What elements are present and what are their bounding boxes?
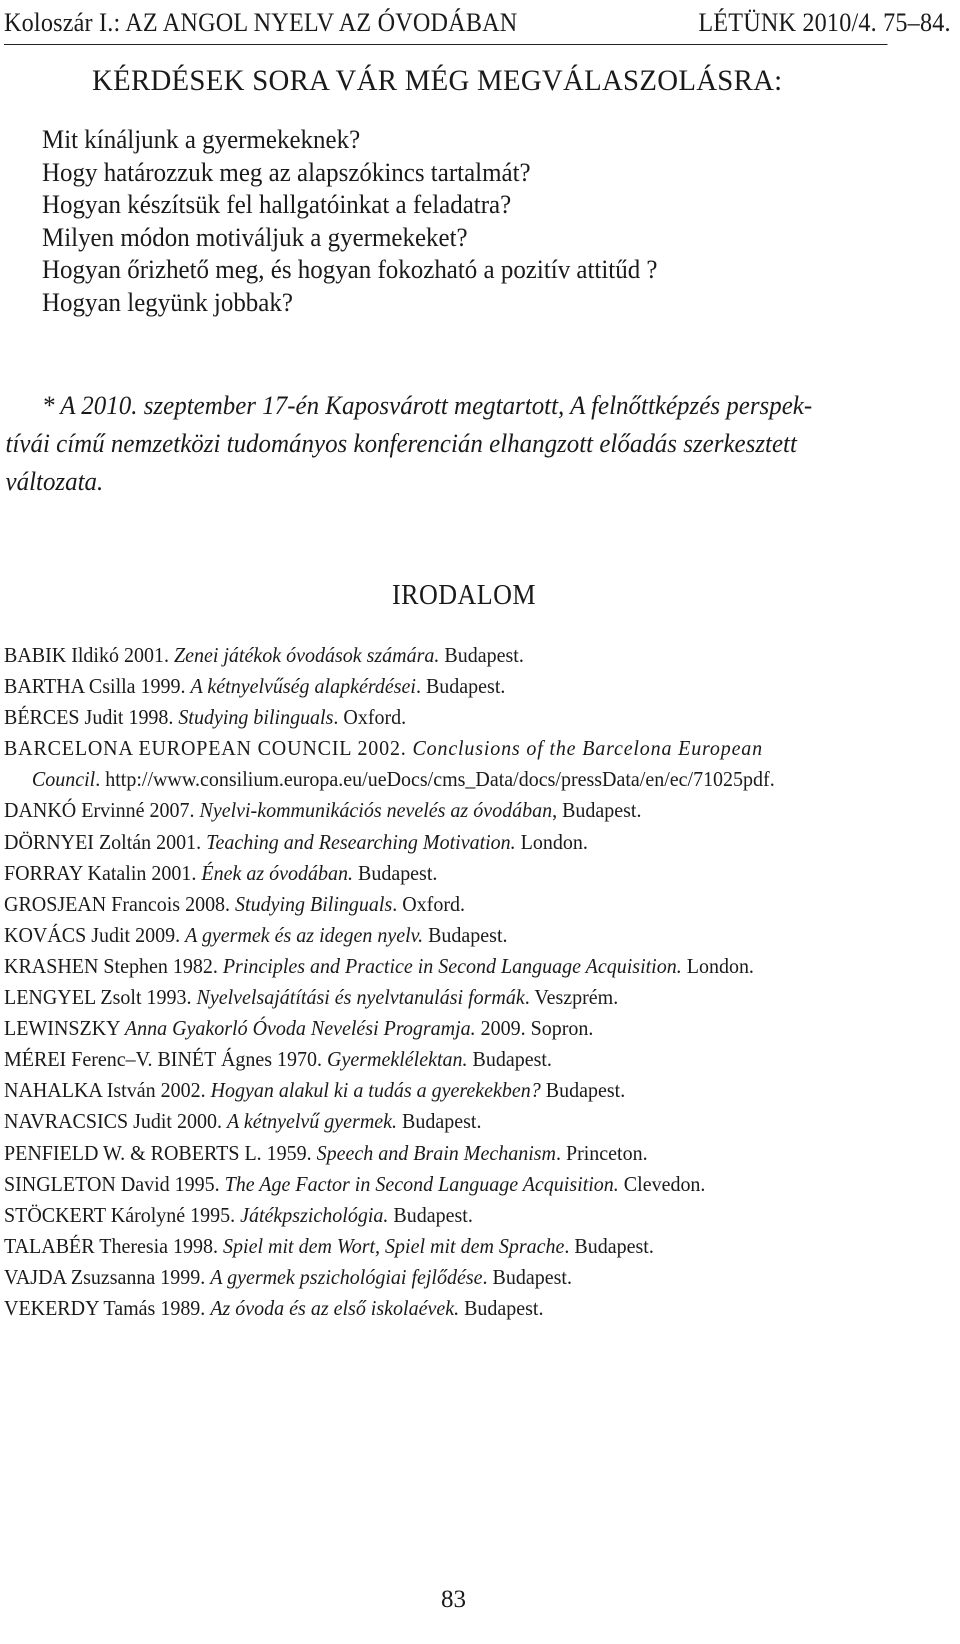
reference-list: [4, 640, 959, 1324]
ref-title: Speech and Brain Mechanism: [316, 1140, 556, 1165]
section-title: KÉRDÉSEK SORA VÁR MÉG MEGVÁLASZOLÁSRA:: [92, 64, 783, 97]
reference-entry: [4, 640, 892, 671]
question-item: Hogyan őrizhető meg, és hogyan fokozható a pozitív attitűd ?: [42, 255, 658, 284]
ref-author: BARCELONA EUROPEAN COUNCIL 2002.: [4, 736, 413, 761]
footnote-line: változata.: [5, 467, 104, 496]
reference-entry: [4, 982, 892, 1013]
ref-author: VAJDA Zsuzsanna 1999.: [4, 1264, 211, 1289]
reference-entry: [4, 920, 892, 951]
footnote-line: tívái című nemzetközi tudományos konferencián elhangzott előadás szerkesztett: [5, 429, 797, 458]
reference-entry: [4, 1044, 892, 1075]
ref-title: Conclusions of the Barcelona European: [412, 736, 763, 761]
question-item: Hogy határozzuk meg az alapszókincs tartalmát?: [42, 157, 531, 187]
ref-title: Az óvoda és az első iskolaévek.: [210, 1295, 460, 1320]
reference-entry: [4, 795, 892, 826]
reference-entry: [4, 671, 892, 702]
footnote: [5, 387, 925, 501]
ref-author: NAHALKA István 2002.: [4, 1078, 211, 1103]
ref-title: A kétnyelvű gyermek.: [226, 1109, 398, 1134]
ref-publisher: London.: [515, 829, 588, 854]
ref-title: Teaching and Researching Motivation.: [206, 829, 516, 854]
ref-title: Gyermeklélektan.: [327, 1047, 468, 1072]
ref-publisher: Budapest.: [459, 1295, 544, 1320]
reference-entry: [4, 1262, 892, 1293]
page-number: 83: [441, 1586, 466, 1613]
ref-author: VEKERDY Tamás 1989.: [4, 1295, 211, 1320]
literature-heading: IRODALOM: [392, 580, 537, 611]
ref-publisher: . Oxford.: [333, 705, 407, 730]
ref-author: KOVÁCS Judit 2009.: [4, 922, 186, 947]
ref-publisher: , Budapest.: [552, 798, 642, 823]
ref-title: Nyelvi-kommunikációs nevelés az óvodában: [199, 798, 553, 823]
reference-entry: [4, 1075, 892, 1106]
question-item: Mit kínáljunk a gyermekeknek?: [42, 125, 361, 154]
ref-title: Hogyan alakul ki a tudás a gyerekekben?: [210, 1078, 541, 1103]
question-item: Hogyan legyünk jobbak?: [42, 287, 293, 317]
question-item: Hogyan készítsük fel hallgatóinkat a feladatra?: [42, 190, 512, 219]
ref-publisher: . Oxford.: [392, 891, 466, 916]
reference-entry: [4, 702, 892, 733]
ref-publisher: . Budapest.: [415, 674, 506, 699]
running-header: [4, 8, 951, 45]
reference-entry-continuation: [4, 764, 892, 795]
ref-author: NAVRACSICS Judit 2000.: [4, 1109, 227, 1134]
ref-author: BARTHA Csilla 1999.: [4, 674, 191, 699]
footnote-line: * A 2010. szeptember 17-én Kaposvárott megtartott, A felnőttképzés perspek-: [42, 391, 813, 420]
ref-author: TALABÉR Theresia 1998.: [4, 1233, 224, 1258]
reference-entry: [4, 1169, 892, 1200]
ref-title: Zenei játékok óvodások számára.: [173, 643, 440, 667]
ref-publisher: London.: [681, 953, 754, 978]
ref-publisher: . Budapest.: [564, 1233, 654, 1258]
ref-title: The Age Factor in Second Language Acquisition.: [224, 1171, 619, 1196]
reference-entry: [4, 1106, 892, 1137]
ref-publisher: . Princeton.: [555, 1140, 648, 1165]
ref-title: A kétnyelvűség alapkérdései: [190, 674, 416, 699]
ref-publisher: Budapest.: [397, 1109, 482, 1134]
ref-title: A gyermek és az idegen nyelv.: [185, 922, 424, 947]
question-list: [42, 124, 942, 319]
ref-author: LENGYEL Zsolt 1993.: [4, 985, 197, 1010]
reference-entry: [4, 951, 892, 982]
reference-entry: [4, 1013, 892, 1044]
ref-author: GROSJEAN Francois 2008.: [4, 891, 236, 916]
ref-title: Anna Gyakorló Óvoda Nevelési Programja.: [124, 1016, 476, 1041]
reference-entry: [4, 733, 892, 764]
ref-publisher: . Budapest.: [482, 1264, 572, 1289]
ref-title: A gyermek pszichológiai fejlődése: [210, 1264, 483, 1289]
ref-author: DÖRNYEI Zoltán 2001.: [4, 829, 207, 854]
ref-author: LEWINSZKY: [4, 1016, 125, 1041]
ref-author: BÉRCES Judit 1998.: [4, 705, 179, 730]
reference-entry: [4, 858, 892, 889]
ref-publisher: Budapest.: [352, 860, 438, 885]
ref-author: DANKÓ Ervinné 2007.: [4, 798, 200, 823]
ref-title: Játékpszichológia.: [240, 1202, 389, 1227]
reference-entry: [4, 1293, 892, 1324]
ref-publisher: Budapest.: [540, 1078, 626, 1103]
ref-title: Studying bilinguals: [178, 705, 334, 730]
ref-author: KRASHEN Stephen 1982.: [4, 953, 223, 978]
reference-entry: [4, 1231, 892, 1262]
ref-title: Spiel mit dem Wort, Spiel mit dem Sprache: [223, 1233, 565, 1258]
ref-publisher: Budapest.: [423, 922, 508, 947]
ref-publisher: 2009. Sopron.: [475, 1016, 594, 1041]
ref-author: FORRAY Katalin 2001.: [4, 860, 202, 885]
question-item: Milyen módon motiváljuk a gyermekeket?: [42, 222, 468, 252]
ref-publisher: Budapest.: [388, 1202, 473, 1227]
ref-publisher: . Veszprém.: [524, 985, 619, 1010]
header-author-title: Koloszár I.: AZ ANGOL NYELV AZ ÓVODÁBAN: [4, 8, 518, 37]
ref-author: STÖCKERT Károlyné 1995.: [4, 1202, 241, 1227]
ref-publisher: Budapest.: [467, 1047, 552, 1072]
ref-publisher: Budapest.: [439, 643, 524, 667]
ref-author: BABIK Ildikó 2001.: [4, 643, 174, 667]
ref-author: PENFIELD W. & ROBERTS L. 1959.: [4, 1140, 317, 1165]
reference-entry: [4, 1200, 892, 1231]
reference-entry: [4, 1138, 892, 1169]
ref-author: SINGLETON David 1995.: [4, 1171, 225, 1196]
ref-title: Studying Bilinguals: [235, 891, 393, 916]
ref-title: Ének az óvodában.: [201, 860, 353, 885]
reference-entry: [4, 827, 892, 858]
reference-entry: [4, 889, 892, 920]
header-journal-ref: LÉTÜNK 2010/4. 75–84.: [698, 8, 951, 37]
ref-publisher: Clevedon.: [618, 1171, 706, 1196]
ref-author: MÉREI Ferenc–V. BINÉT Ágnes 1970.: [4, 1047, 328, 1072]
ref-url: . http://www.consilium.europa.eu/ueDocs/cms_Data/docs/pressData/en/ec/71025pdf.: [95, 767, 775, 792]
ref-title: Council: [31, 767, 96, 792]
ref-title: Principles and Practice in Second Language Acquisition.: [222, 953, 682, 978]
ref-title: Nyelvelsajátítási és nyelvtanulási formák: [196, 985, 525, 1010]
